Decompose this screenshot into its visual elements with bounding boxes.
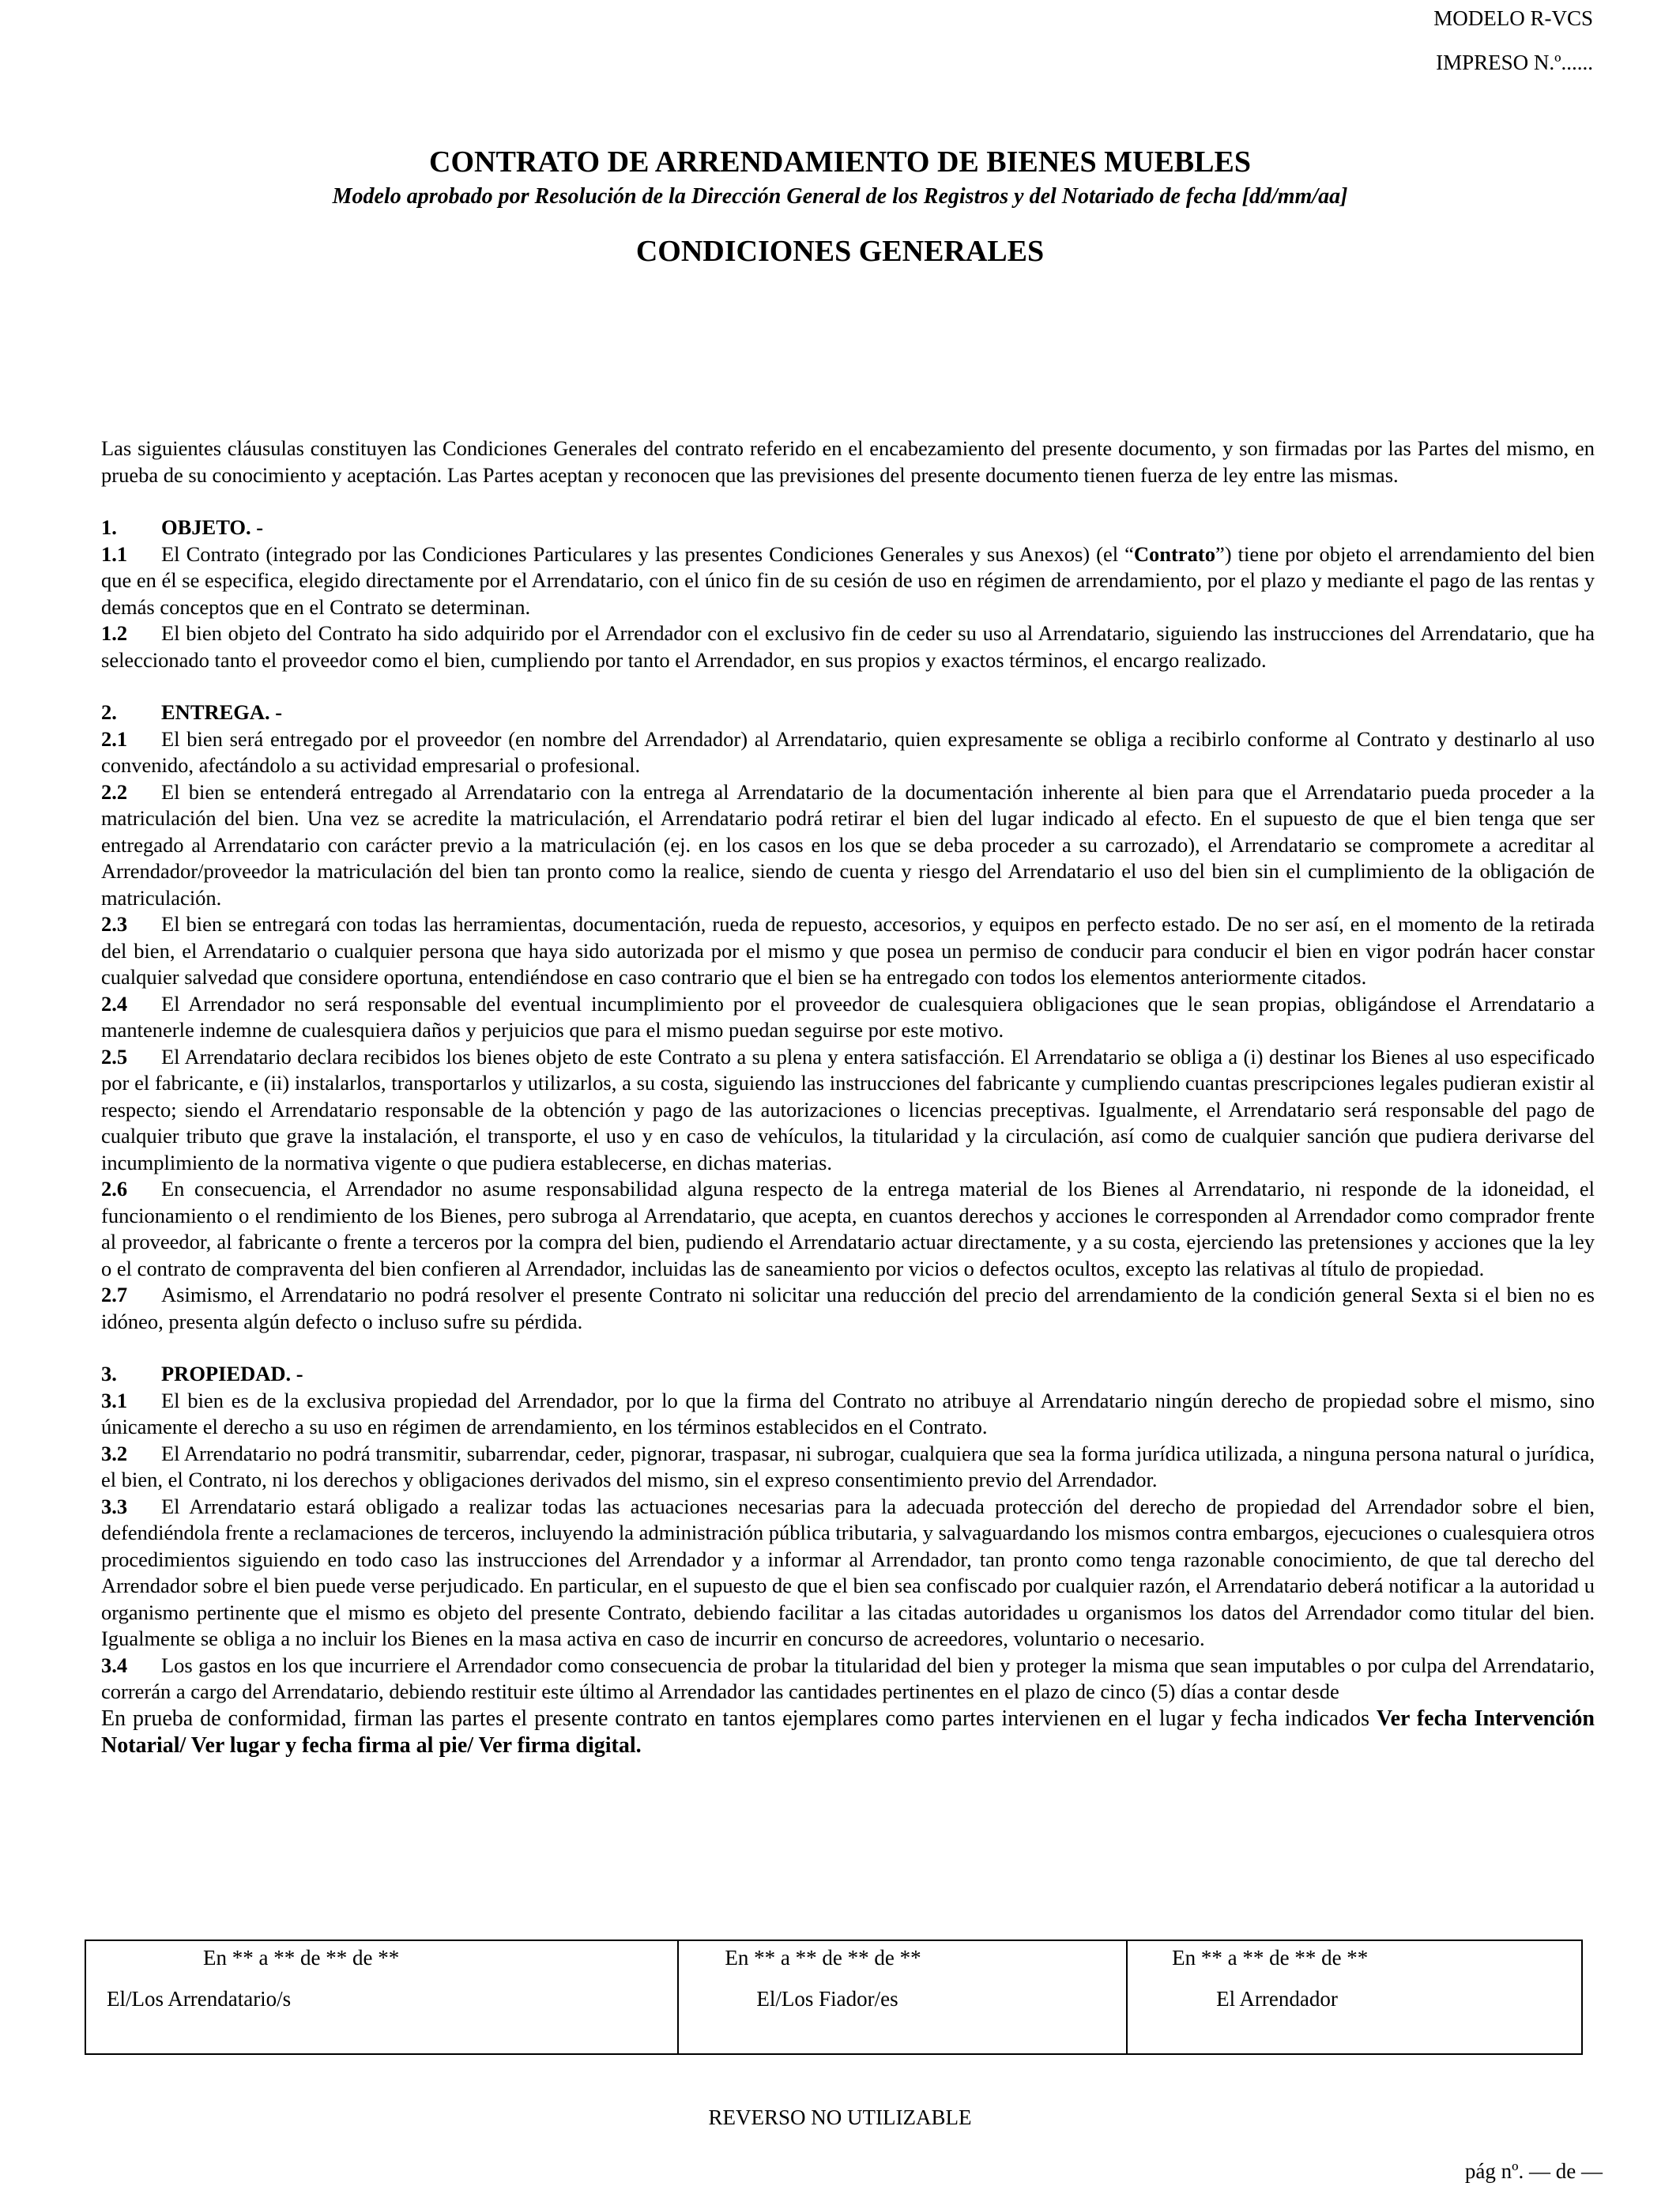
intro-paragraph: Las siguientes cláusulas constituyen las Condiciones Generales del contrato referido en el encabezamiento del presente documento, y son firmadas por las Partes del mismo, en prueba de su conocimiento y aceptación. Las Partes aceptan y reconocen que las previsiones del presente documento tienen fuerza de ley entre las mismas. <box>101 436 1595 487</box>
page-number: pág nº. — de — <box>1464 2159 1603 2183</box>
clause-2-1 <box>101 726 1595 779</box>
clause-number: 1.1 <box>101 541 128 566</box>
document-body <box>101 435 1595 1759</box>
section-number: 3. <box>101 1362 117 1385</box>
clause-1-2 <box>101 620 1595 673</box>
clause-text: Asimismo, el Arrendatario no podrá resolver el presente Contrato ni solicitar una reducción del precio del arrendamiento de la condición general Sexta si el bien no es idóneo, presenta algún defecto o incluso sufre su pérdida. <box>101 1283 1595 1333</box>
clause-text: ”) tiene por objeto el arrendamiento del bien que en él se especifica, elegido directamente por el Arrendatario, con el único fin de su cesión de uso en régimen de arrendamiento, por el plazo y mediante el pago de las rentas y demás conceptos que en el Contrato se determinan. <box>101 541 1595 619</box>
clause-text: El Arrendatario no podrá transmitir, subarrendar, ceder, pignorar, traspasar, ni subrogar, cualquiera que sea la forma jurídica utilizada, a ninguna persona natural o jurídica, el bien, el Contrato, ni los derechos y obligaciones derivados del mismo, sin el expreso consentimiento previo del Arrendador. <box>101 1441 1595 1491</box>
signer-label: El/Los Arrendatario/s <box>107 1987 292 2011</box>
closing-bold-text: Ver fecha Intervención Notarial/ Ver lugar y fecha firma al pie/ Ver firma digital. <box>101 1706 1595 1758</box>
clause-number: 2.5 <box>101 1044 128 1069</box>
clause-3-4 <box>101 1653 1595 1706</box>
closing-paragraph <box>101 1706 1595 1759</box>
closing-text: En prueba de conformidad, firman las partes el presente contrato en tantos ejemplares como partes intervienen en el lugar y fecha indicados <box>101 1706 1377 1731</box>
clause-text: En consecuencia, el Arrendador no asume responsabilidad alguna respecto de la entrega material de los Bienes al Arrendatario, ni responde de la idoneidad, el funcionamiento o el rendimiento de los Bienes, pero subroga al Arrendatario, que acepta, en cuantos derechos y acciones le corresponden al Arrendador como comprador frente al proveedor, al fabricante o frente a terceros por la compra del bien, pudiendo el Arrendatario actuar directamente, y a su costa, ejerciendo las pretensiones y acciones que la ley o el contrato de compraventa del bien confieren al Arrendador, incluidas las de saneamiento por vicios o defectos ocultos, excepto las relativas al título de propiedad. <box>101 1177 1595 1280</box>
clause-2-7 <box>101 1282 1595 1335</box>
clause-text: El Arrendador no será responsable del eventual incumplimiento por el proveedor de cualesquiera obligaciones que le sean propias, obligándose el Arrendatario a mantenerle indemne de cualesquiera daños y perjuicios que para el mismo puedan seguirse por este motivo. <box>101 991 1595 1042</box>
section-number: 2. <box>101 700 117 724</box>
clause-text: El Arrendatario declara recibidos los bienes objeto de este Contrato a su plena y entera satisfacción. El Arrendatario se obliga a (i) destinar los Bienes al uso especificado por el fabricante, e (ii) instalarlos, transportarlos y utilizarlos, a su costa, siguiendo las instrucciones del fabricante y cumpliendo cuantas prescripciones legales pudieran existir al respecto; siendo el Arrendatario responsable de la obtención y pago de las autorizaciones o licencias preceptivas. Igualmente, el Arrendatario será responsable del pago de cualquier tributo que grave la instalación, el transporte, el uso y en caso de vehículos, la titularidad y la circulación, así como de cualquier sanción que pudiera derivarse del incumplimiento de la normativa vigente o que pudiera establecerse, en dichas materias. <box>101 1044 1595 1174</box>
signature-box-arrendador[interactable] <box>1127 1982 1582 2054</box>
clause-3-3 <box>101 1494 1595 1653</box>
clause-number: 2.4 <box>101 991 128 1016</box>
section-heading-objeto <box>101 515 1595 541</box>
signature-box-fiador[interactable] <box>678 1982 1127 2054</box>
clause-2-2 <box>101 779 1595 912</box>
section-title: CONDICIONES GENERALES <box>635 235 1045 268</box>
document-title: CONTRATO DE ARRENDAMIENTO DE BIENES MUEBLES <box>429 145 1251 179</box>
form-number: IMPRESO N.º...... <box>1436 51 1593 74</box>
clause-text: El bien objeto del Contrato ha sido adquirido por el Arrendador con el exclusivo fin de ceder su uso al Arrendatario, siguiendo las instrucciones del Arrendatario, que ha seleccionado tanto el proveedor como el bien, cumpliendo por tanto el Arrendador, en sus propios y exactos términos, el encargo realizado. <box>101 621 1595 672</box>
section-heading-text: PROPIEDAD. - <box>161 1362 303 1385</box>
reverse-notice: REVERSO NO UTILIZABLE <box>708 2105 972 2129</box>
clause-number: 2.3 <box>101 912 128 936</box>
clause-number: 2.6 <box>101 1177 128 1201</box>
signature-date: En ** a ** de ** de ** <box>1172 1946 1369 1970</box>
clause-text: Los gastos en los que incurriere el Arrendador como consecuencia de probar la titularidad del bien y proteger la misma que sean imputables o por culpa del Arrendatario, correrán a cargo del Arrendatario, debiendo restituir este último al Arrendador las cantidades pertinentes en el plazo de cinco (5) días a contar desde <box>101 1653 1595 1703</box>
document-subtitle: Modelo aprobado por Resolución de la Dirección General de los Registros y del Notariado de fecha [dd/mm/aa] <box>332 184 1348 209</box>
signature-box-arrendatario[interactable] <box>85 1982 678 2054</box>
signature-cell-arrendador[interactable] <box>1127 1940 1582 1982</box>
signature-date: En ** a ** de ** de ** <box>725 1946 921 1970</box>
clause-2-6 <box>101 1176 1595 1282</box>
clause-number: 2.1 <box>101 726 128 751</box>
clause-text: El bien se entregará con todas las herramientas, documentación, rueda de repuesto, accesorios, y equipos en perfecto estado. De no ser así, en el momento de la retirada del bien, el Arrendatario o cualquier persona que haya sido autorizada por el mismo y que posea un permiso de conducir para conducir el bien en vigor podrán hacer constar cualquier salvedad que considere oportuna, entendiéndose en caso contrario que el bien se ha entregado con todos los elementos anteriormente citados. <box>101 912 1595 989</box>
signature-table <box>85 1940 1583 2055</box>
defined-term: Contrato <box>1133 541 1215 566</box>
clause-3-2 <box>101 1441 1595 1494</box>
section-heading-entrega <box>101 699 1595 726</box>
signer-label: El/Los Fiador/es <box>756 1987 898 2011</box>
clause-text: El bien será entregado por el proveedor (en nombre del Arrendador) al Arrendatario, quien expresamente se obliga a recibirlo conforme al Contrato y destinarlo al uso convenido, afectándolo a su actividad empresarial o profesional. <box>101 726 1595 777</box>
clause-number: 2.7 <box>101 1283 128 1306</box>
clause-3-1 <box>101 1388 1595 1441</box>
section-number: 1. <box>101 515 117 539</box>
clause-text: El Contrato (integrado por las Condiciones Particulares y las presentes Condiciones Generales y sus Anexos) (el “ <box>161 541 1134 566</box>
clause-1-1 <box>101 541 1595 621</box>
signer-label: El Arrendador <box>1216 1987 1338 2011</box>
signature-cell-arrendatario[interactable] <box>85 1940 678 1982</box>
clause-number: 3.4 <box>101 1653 128 1677</box>
clause-number: 3.3 <box>101 1494 128 1518</box>
clause-number: 1.2 <box>101 621 128 645</box>
section-heading-text: OBJETO. - <box>161 515 264 539</box>
clause-text: El Arrendatario estará obligado a realizar todas las actuaciones necesarias para la adecuada protección del derecho de propiedad del Arrendador sobre el bien, defendiéndola frente a reclamaciones de terceros, incluyendo la administración pública tributaria, y salvaguardando los mismos contra embargos, ejecuciones o cualesquiera otros procedimientos siguiendo en todo caso las instrucciones del Arrendador y a informar al Arrendador, tan pronto como tenga razonable conocimiento, de que tal derecho del Arrendador sobre el bien puede verse perjudicado. En particular, en el supuesto de que el bien sea confiscado por cualquier razón, el Arrendatario deberá notificar a la autoridad u organismo pertinente que el mismo es objeto del presente Contrato, debiendo facilitar a las citadas autoridades u organismos los datos del Arrendador como titular del bien. Igualmente se obliga a no incluir los Bienes en la masa activa en caso de incurrir en concurso de acreedores, voluntario o necesario. <box>101 1494 1595 1650</box>
section-heading-propiedad <box>101 1361 1595 1388</box>
clause-number: 3.2 <box>101 1441 128 1465</box>
model-code: MODELO R-VCS <box>1433 6 1593 30</box>
clause-2-4 <box>101 991 1595 1044</box>
clause-text: El bien es de la exclusiva propiedad del Arrendador, por lo que la firma del Contrato no atribuye al Arrendatario ningún derecho de propiedad sobre el mismo, sino únicamente el derecho a su uso en régimen de arrendamiento, en los términos establecidos en el Contrato. <box>101 1388 1595 1438</box>
clause-2-5 <box>101 1044 1595 1177</box>
clause-2-3 <box>101 911 1595 991</box>
signature-cell-fiador[interactable] <box>678 1940 1127 1982</box>
signature-date: En ** a ** de ** de ** <box>203 1946 400 1970</box>
section-heading-text: ENTREGA. - <box>161 700 283 724</box>
clause-number: 3.1 <box>101 1388 128 1412</box>
clause-text: El bien se entenderá entregado al Arrendatario con la entrega al Arrendatario de la documentación inherente al bien para que el Arrendatario pueda proceder a la matriculación del bien. Una vez se acredite la matriculación, el Arrendatario podrá retirar el bien del lugar indicado al efecto. En el supuesto de que el bien tenga que ser entregado al Arrendatario con carácter previo a la matriculación (ej. en los casos en los que se deba proceder a su carrozado), el Arrendatario se compromete a acreditar al Arrendador/proveedor la matriculación del bien tan pronto como la realice, siendo de cuenta y riesgo del Arrendatario el uso del bien sin el cumplimiento de la obligación de matriculación. <box>101 779 1595 910</box>
clause-number: 2.2 <box>101 779 128 804</box>
